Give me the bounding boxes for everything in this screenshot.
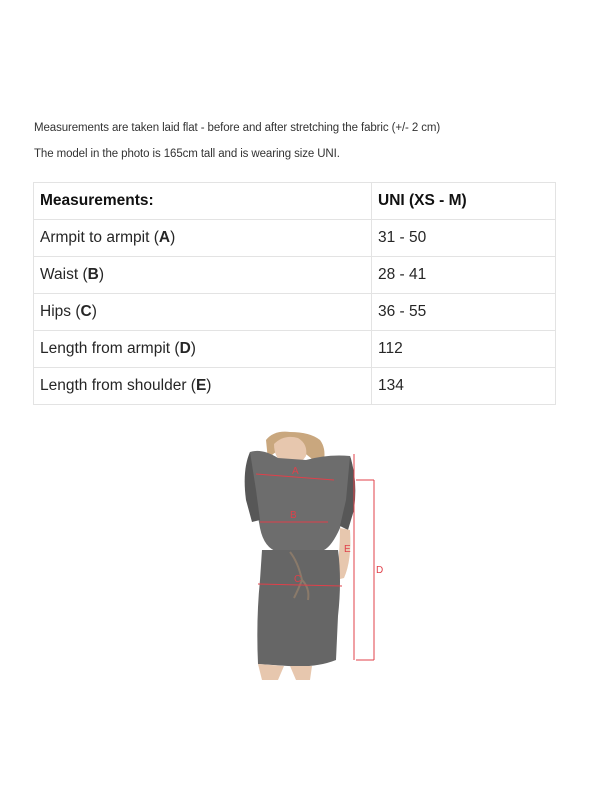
table-row bbox=[34, 331, 556, 368]
row-label: Hips (C) bbox=[34, 294, 372, 331]
row-label: Armpit to armpit (A) bbox=[34, 220, 372, 257]
row-value: 28 - 41 bbox=[372, 257, 556, 294]
measurement-note: Measurements are taken laid flat - before and after stretching the fabric (+/- 2 cm) bbox=[34, 122, 441, 134]
header-measurements: Measurements: bbox=[34, 183, 372, 220]
row-value: 36 - 55 bbox=[372, 294, 556, 331]
table-header-row bbox=[34, 183, 556, 220]
marker-e: E bbox=[344, 544, 351, 555]
marker-a: A bbox=[292, 466, 299, 477]
model-note: The model in the photo is 165cm tall and is wearing size UNI. bbox=[34, 148, 340, 160]
model-legs bbox=[258, 664, 312, 680]
marker-c: C bbox=[294, 574, 302, 585]
table-row bbox=[34, 257, 556, 294]
marker-b: B bbox=[290, 510, 297, 521]
header-size-uni: UNI (XS - M) bbox=[372, 183, 556, 220]
table-row bbox=[34, 294, 556, 331]
row-value: 112 bbox=[372, 331, 556, 368]
row-label: Waist (B) bbox=[34, 257, 372, 294]
model-figure bbox=[228, 430, 388, 680]
marker-d: D bbox=[376, 565, 384, 576]
size-table bbox=[33, 182, 556, 405]
model-dress-top bbox=[249, 451, 353, 552]
row-label: Length from shoulder (E) bbox=[34, 368, 372, 405]
table-row bbox=[34, 220, 556, 257]
row-value: 31 - 50 bbox=[372, 220, 556, 257]
table-row bbox=[34, 368, 556, 405]
row-value: 134 bbox=[372, 368, 556, 405]
row-label: Length from armpit (D) bbox=[34, 331, 372, 368]
